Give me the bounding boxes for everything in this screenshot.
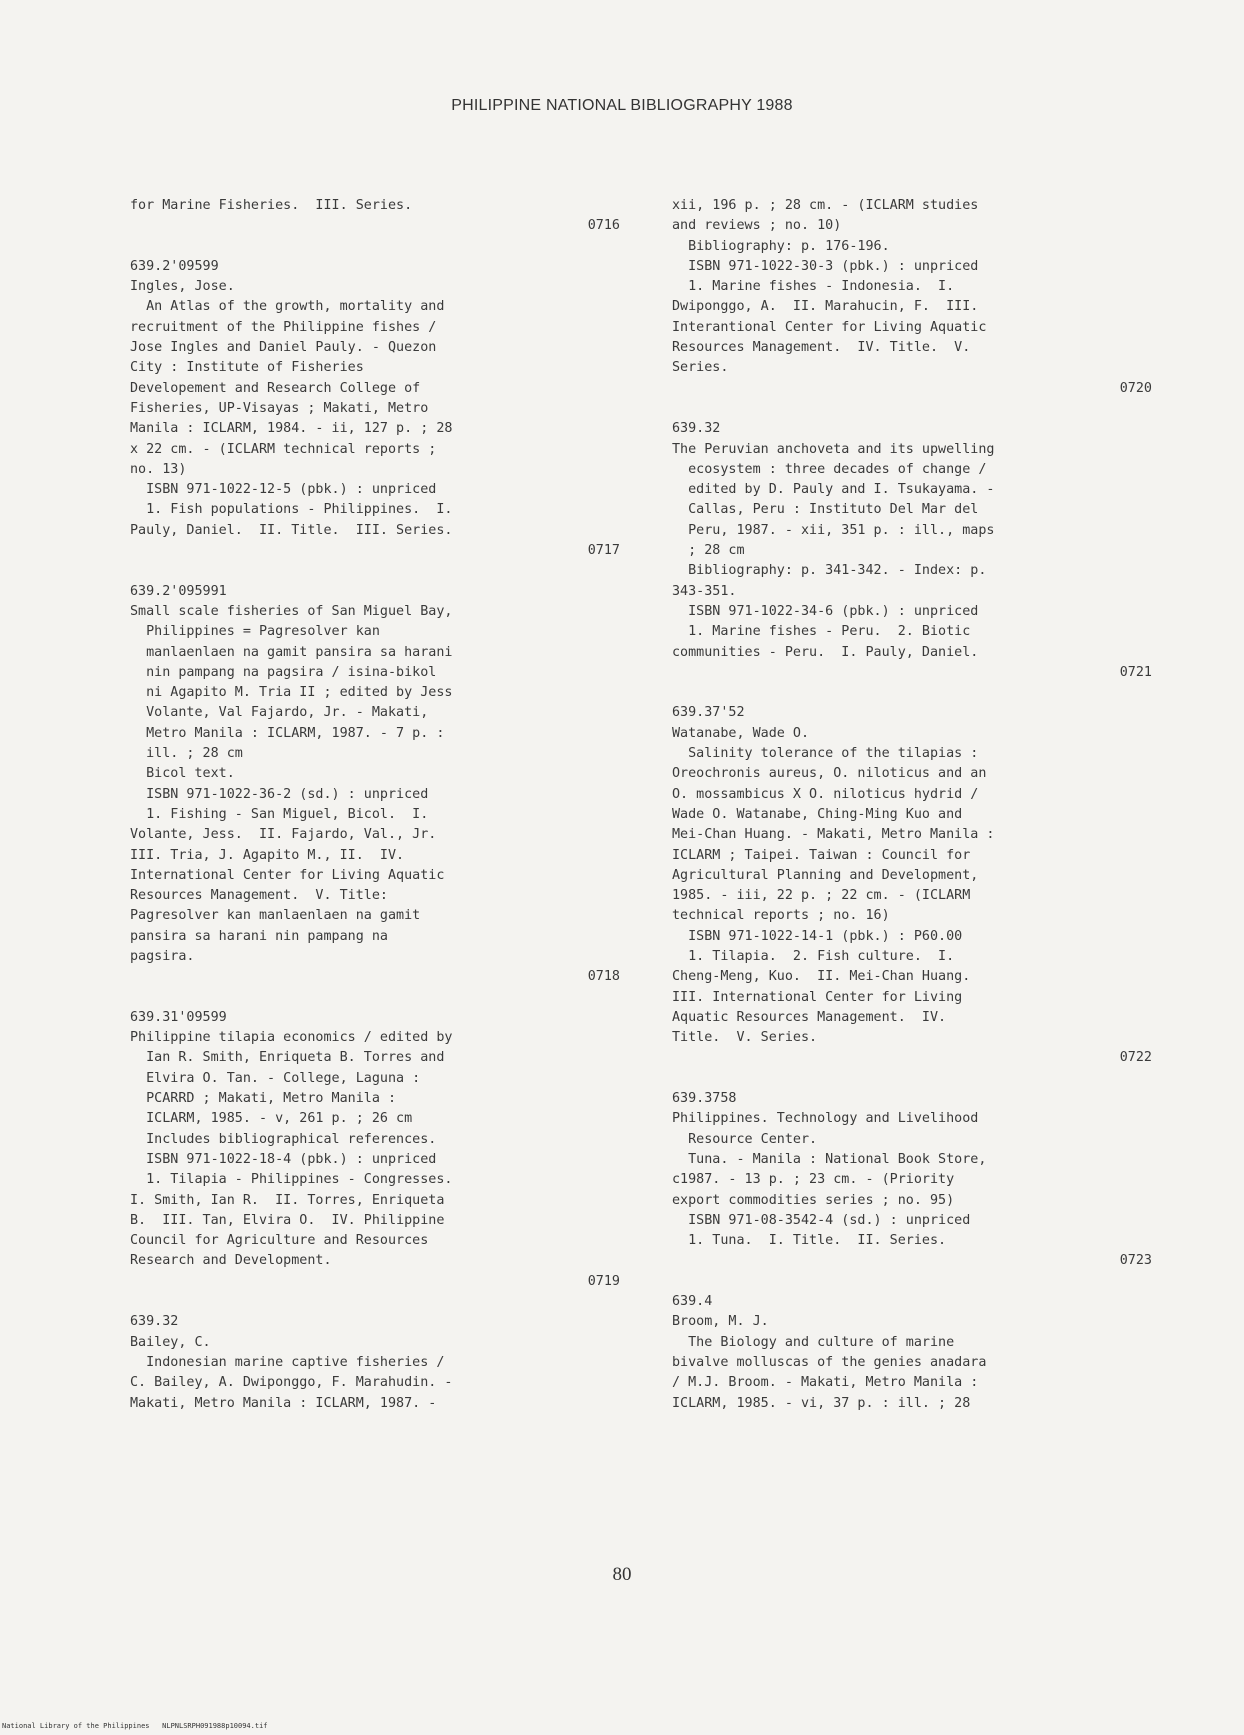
entry-line: export commodities series ; no. 95) (672, 1192, 955, 1208)
bibliography-entry (130, 1312, 620, 1413)
entry-line: ISBN 971-08-3542-4 (sd.) : unpriced (672, 1212, 971, 1228)
entry-number: 0716 (587, 218, 620, 234)
entry-line: communities - Peru. I. Pauly, Daniel. (672, 644, 979, 660)
entry-line: PCARRD ; Makati, Metro Manila : (130, 1091, 397, 1107)
right-column (672, 196, 1152, 1414)
entry-line: edited by D. Pauly and I. Tsukayama. - (672, 482, 995, 498)
entry-line: Makati, Metro Manila : ICLARM, 1987. - (130, 1395, 437, 1411)
entry-line: ICLARM, 1985. - vi, 37 p. : ill. ; 28 (672, 1395, 971, 1411)
entry-line: ISBN 971-1022-30-3 (pbk.) : unpriced (672, 258, 979, 274)
scan-footer: National Library of the Philippines NLPNLSRPH091988p10094.tif (2, 1722, 268, 1730)
entry-line: Cheng-Meng, Kuo. II. Mei-Chan Huang. (672, 969, 971, 985)
bibliography-entry (672, 419, 1152, 683)
entry-line: Broom, M. J. (672, 1314, 769, 1330)
entry-line: ill. ; 28 cm (130, 746, 243, 762)
entry-number: 0717 (587, 543, 620, 559)
entry-line: Philippines = Pagresolver kan (130, 624, 380, 640)
entry-line: 1. Fishing - San Miguel, Bicol. I. (130, 806, 429, 822)
entry-line: Salinity tolerance of the tilapias : (672, 746, 979, 762)
entry-spacer (130, 237, 620, 257)
entry-spacer (672, 1272, 1152, 1292)
entry-line: recruitment of the Philippine fishes / (130, 319, 437, 335)
entry-line: Watanabe, Wade O. (672, 725, 810, 741)
entry-line: ICLARM, 1985. - v, 261 p. ; 26 cm (130, 1111, 413, 1127)
entry-number: 0723 (1119, 1253, 1152, 1269)
entry-line: x 22 cm. - (ICLARM technical reports ; (130, 441, 437, 457)
entry-spacer (672, 683, 1152, 703)
bibliography-entry (672, 1292, 1152, 1414)
entry-line: Series. (672, 360, 729, 376)
entry-first-line: 639.4 (672, 1294, 713, 1310)
entry-line: Includes bibliographical references. (130, 1131, 437, 1147)
entry-line: Small scale fisheries of San Miguel Bay, (130, 603, 453, 619)
entry-line: ICLARM ; Taipei. Taiwan : Council for (672, 847, 971, 863)
entry-line: Research and Development. (130, 1253, 332, 1269)
bibliography-entry (130, 582, 620, 988)
entry-line: ISBN 971-1022-18-4 (pbk.) : unpriced (130, 1151, 437, 1167)
entry-line: / M.J. Broom. - Makati, Metro Manila : (672, 1375, 979, 1391)
entry-line: ISBN 971-1022-12-5 (pbk.) : unpriced (130, 482, 437, 498)
page-number: 80 (612, 1564, 632, 1585)
entry-line: Jose Ingles and Daniel Pauly. - Quezon (130, 340, 437, 356)
entry-line: Volante, Val Fajardo, Jr. - Makati, (130, 705, 429, 721)
entry-number: 0720 (1119, 380, 1152, 396)
entry-line: Agricultural Planning and Development, (672, 867, 979, 883)
entry-line: bivalve molluscas of the genies anadara (672, 1354, 987, 1370)
entry-line: 1985. - iii, 22 p. ; 22 cm. - (ICLARM (672, 888, 971, 904)
entry-first-line: 639.32 (130, 1314, 179, 1330)
entry-line: Pauly, Daniel. II. Title. III. Series. (130, 522, 453, 538)
entry-spacer (672, 1069, 1152, 1089)
entry-line: pansira sa harani nin pampang na (130, 928, 388, 944)
entry-line: Ingles, Jose. (130, 279, 235, 295)
entry-first-line: 639.37'52 (672, 705, 745, 721)
entry-line: Resources Management. V. Title: (130, 888, 388, 904)
entry-line: Peru, 1987. - xii, 351 p. : ill., maps (672, 522, 995, 538)
entry-line: Dwiponggo, A. II. Marahucin, F. III. (672, 299, 979, 315)
entry-line: International Center for Living Aquatic (130, 867, 445, 883)
entry-line: Bailey, C. (130, 1334, 211, 1350)
entry-line: and reviews ; no. 10) (672, 218, 842, 234)
entry-line: 1. Tuna. I. Title. II. Series. (672, 1233, 947, 1249)
entry-number: 0722 (1119, 1050, 1152, 1066)
entry-line: The Biology and culture of marine (672, 1334, 955, 1350)
entry-line: Interantional Center for Living Aquatic (672, 319, 987, 335)
entry-line: Philippine tilapia economics / edited by (130, 1030, 453, 1046)
entry-line: 1. Tilapia - Philippines - Congresses. (130, 1172, 453, 1188)
entry-line: 1. Marine fishes - Peru. 2. Biotic (672, 624, 971, 640)
entry-line: Elvira O. Tan. - College, Laguna : (130, 1070, 421, 1086)
entry-spacer (130, 561, 620, 581)
entry-line: Council for Agriculture and Resources (130, 1233, 429, 1249)
entry-line: Philippines. Technology and Livelihood (672, 1111, 979, 1127)
entry-line: Wade O. Watanabe, Ching-Ming Kuo and (672, 806, 963, 822)
entry-line: ni Agapito M. Tria II ; edited by Jess (130, 685, 453, 701)
entry-line: Developement and Research College of (130, 380, 421, 396)
entry-line: Resource Center. (672, 1131, 818, 1147)
entry-line: Callas, Peru : Instituto Del Mar del (672, 502, 979, 518)
entry-line: 343-351. (672, 583, 737, 599)
entry-line: Manila : ICLARM, 1984. - ii, 127 p. ; 28 (130, 421, 453, 437)
left-column (130, 196, 620, 1414)
entry-first-line: 639.3758 (672, 1091, 737, 1107)
entry-line: nin pampang na pagsira / isina-bikol (130, 664, 437, 680)
entry-line: III. International Center for Living (672, 989, 963, 1005)
entry-line: Metro Manila : ICLARM, 1987. - 7 p. : (130, 725, 445, 741)
entry-line: ecosystem : three decades of change / (672, 461, 987, 477)
entry-line: III. Tria, J. Agapito M., II. IV. (130, 847, 405, 863)
entry-spacer (672, 399, 1152, 419)
entry-line: Mei-Chan Huang. - Makati, Metro Manila : (672, 827, 995, 843)
entry-line: I. Smith, Ian R. II. Torres, Enriqueta (130, 1192, 445, 1208)
entry-line: Volante, Jess. II. Fajardo, Val., Jr. (130, 827, 437, 843)
entry-line: C. Bailey, A. Dwiponggo, F. Marahudin. - (130, 1375, 453, 1391)
entry-line: Fisheries, UP-Visayas ; Makati, Metro (130, 400, 429, 416)
entry-line: Resources Management. IV. Title. V. (672, 340, 971, 356)
bibliography-entry (672, 196, 1152, 399)
entry-line: City : Institute of Fisheries (130, 360, 364, 376)
bibliography-entry (130, 196, 620, 237)
entry-line: Aquatic Resources Management. IV. (672, 1009, 947, 1025)
entry-line: Bibliography: p. 341-342. - Index: p. (672, 563, 987, 579)
bibliography-entry (130, 257, 620, 561)
entry-line: Title. V. Series. (672, 1030, 818, 1046)
bibliography-entry (130, 1008, 620, 1292)
entry-first-line: for Marine Fisheries. III. Series. (130, 198, 413, 213)
entry-spacer (130, 988, 620, 1008)
entry-number: 0718 (587, 969, 620, 985)
entry-first-line: 639.2'095991 (130, 583, 227, 599)
entry-line: 1. Tilapia. 2. Fish culture. I. (672, 948, 955, 964)
bibliography-entry (672, 703, 1152, 1068)
entry-number: 0719 (587, 1273, 620, 1289)
entry-line: 1. Fish populations - Philippines. I. (130, 502, 453, 518)
entry-first-line: 639.32 (672, 421, 721, 437)
entry-line: Indonesian marine captive fisheries / (130, 1354, 445, 1370)
entry-line: Tuna. - Manila : National Book Store, (672, 1151, 987, 1167)
entry-line: no. 13) (130, 461, 187, 477)
entry-line: The Peruvian anchoveta and its upwelling (672, 441, 995, 457)
entry-first-line: 639.31'09599 (130, 1009, 227, 1025)
bibliography-entry (672, 1089, 1152, 1272)
entry-line: ISBN 971-1022-36-2 (sd.) : unpriced (130, 786, 429, 802)
entry-line: c1987. - 13 p. ; 23 cm. - (Priority (672, 1172, 955, 1188)
entry-spacer (130, 1292, 620, 1312)
entry-line: ISBN 971-1022-34-6 (pbk.) : unpriced (672, 603, 979, 619)
entry-line: ISBN 971-1022-14-1 (pbk.) : P60.00 (672, 928, 963, 944)
entry-first-line: xii, 196 p. ; 28 cm. - (ICLARM studies (672, 198, 979, 213)
entry-line: Bibliography: p. 176-196. (672, 238, 890, 254)
entry-line: manlaenlaen na gamit pansira sa harani (130, 644, 453, 660)
entry-line: Pagresolver kan manlaenlaen na gamit (130, 908, 421, 924)
entry-line: ; 28 cm (672, 543, 745, 559)
entry-line: pagsira. (130, 948, 195, 964)
entry-first-line: 639.2'09599 (130, 258, 219, 274)
entry-line: Bicol text. (130, 766, 235, 782)
entry-number: 0721 (1119, 664, 1152, 680)
entry-line: B. III. Tan, Elvira O. IV. Philippine (130, 1212, 445, 1228)
entry-line: O. mossambicus X O. niloticus hydrid / (672, 786, 979, 802)
entry-line: An Atlas of the growth, mortality and (130, 299, 445, 315)
entry-line: Ian R. Smith, Enriqueta B. Torres and (130, 1050, 445, 1066)
entry-line: Oreochronis aureus, O. niloticus and an (672, 766, 987, 782)
entry-line: technical reports ; no. 16) (672, 908, 890, 924)
page-title: PHILIPPINE NATIONAL BIBLIOGRAPHY 1988 (451, 97, 793, 114)
entry-line: 1. Marine fishes - Indonesia. I. (672, 279, 955, 295)
